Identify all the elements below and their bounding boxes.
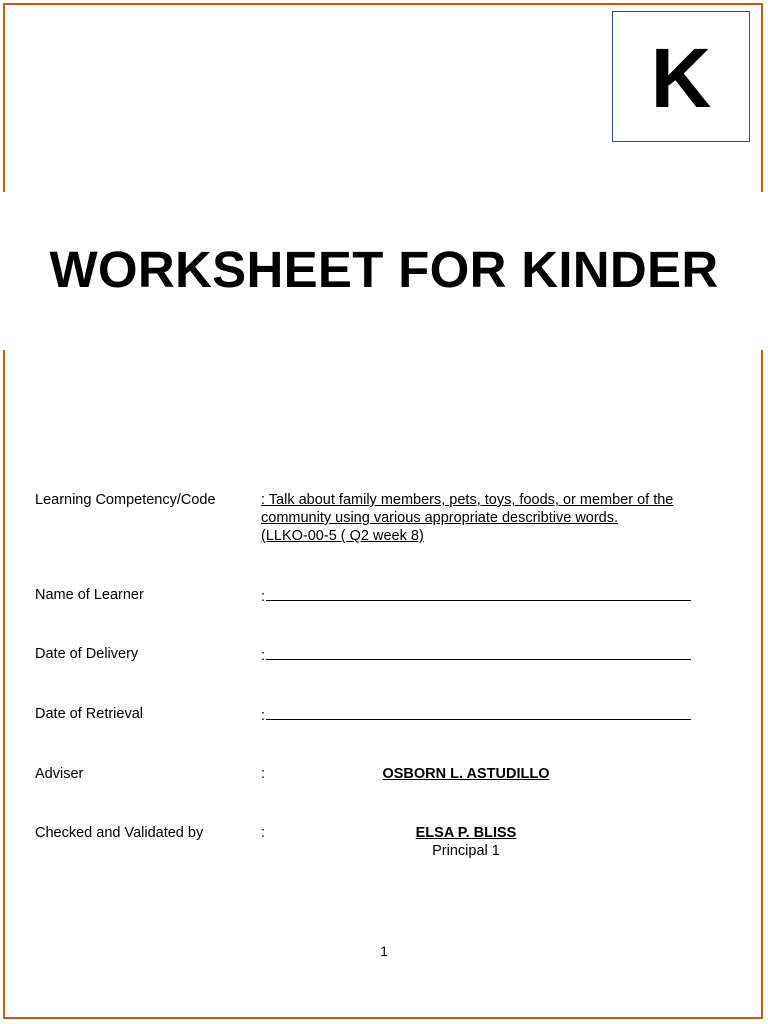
adviser-colon: : — [261, 766, 266, 782]
retrieval-label: Date of Retrieval — [35, 706, 143, 722]
adviser-signatory — [336, 765, 596, 783]
delivery-colon: : — [261, 648, 266, 664]
competency-line-1: : Talk about family members, pets, toys, foods, or member of the — [261, 492, 674, 508]
delivery-label: Date of Delivery — [35, 646, 139, 662]
worksheet-title: WORKSHEET FOR KINDER — [49, 241, 719, 298]
grade-letter: K — [650, 30, 712, 125]
learner-label: Name of Learner — [35, 587, 144, 603]
adviser-name: OSBORN L. ASTUDILLO — [382, 766, 550, 782]
retrieval-blank-line[interactable] — [266, 705, 691, 720]
learner-blank-line[interactable] — [266, 586, 691, 601]
retrieval-field[interactable] — [261, 705, 691, 725]
delivery-field[interactable] — [261, 645, 691, 665]
validator-name: ELSA P. BLISS — [415, 825, 517, 841]
competency-label: Learning Competency/Code — [35, 492, 216, 508]
competency-value — [261, 491, 711, 545]
delivery-blank-line[interactable] — [266, 645, 691, 660]
validator-position: Principal 1 — [432, 843, 500, 859]
learner-colon: : — [261, 589, 266, 605]
competency-line-3: (LLKO-00-5 ( Q2 week 8) — [261, 528, 424, 544]
validator-colon: : — [261, 825, 266, 841]
competency-line-2: community using various appropriate describtive words. — [261, 510, 619, 526]
page-number: 1 — [380, 943, 388, 959]
validator-label: Checked and Validated by — [35, 825, 204, 841]
learner-field[interactable] — [261, 586, 691, 606]
validator-signatory — [336, 824, 596, 860]
grade-level-box — [612, 11, 750, 142]
adviser-label: Adviser — [35, 766, 84, 782]
retrieval-colon: : — [261, 708, 266, 724]
